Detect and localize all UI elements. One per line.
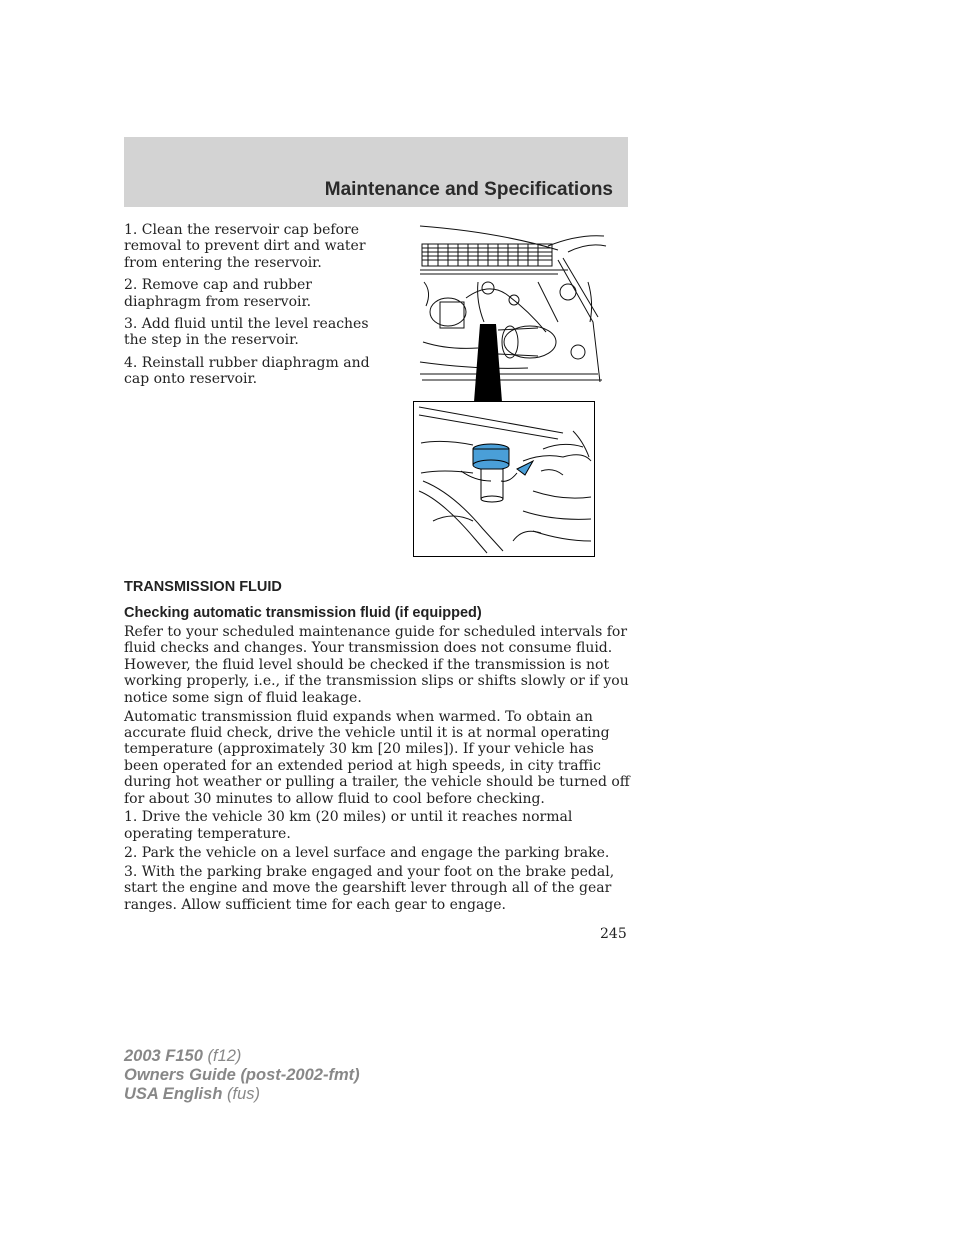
footer-guide: Owners Guide (post-2002-fmt)	[124, 1066, 360, 1084]
footer-line-language	[124, 1085, 360, 1104]
reservoir-step: 3. Add fluid until the level reaches the step in the reservoir.	[124, 316, 369, 349]
footer-line-model	[124, 1047, 360, 1066]
paragraph: 3. With the parking brake engaged and your foot on the brake pedal, start the engine and move the gearshift lever through all of the gear ranges. Allow sufficient time for each gear to engage.	[124, 863, 615, 913]
page-number: 245	[600, 926, 627, 942]
footer	[124, 1047, 360, 1104]
paragraph: Refer to your scheduled maintenance guide for scheduled intervals for fluid checks and changes. Your transmission does not consume fluid. However, the fluid level should be checked if the transmission is not working properly, i.e., if the transmission slips or shifts slowly or if you notice some sign of fluid leakage.	[124, 624, 629, 706]
reservoir-steps	[124, 222, 374, 394]
footer-language: USA English	[124, 1085, 223, 1103]
reservoir-cap-detail-illustration	[413, 401, 595, 557]
footer-language-code: (fus)	[227, 1085, 260, 1103]
footer-model-code: (f12)	[207, 1047, 242, 1065]
page-title: Maintenance and Specifications	[324, 179, 613, 200]
reservoir-step: 2. Remove cap and rubber diaphragm from reservoir.	[124, 277, 312, 310]
paragraph: 1. Drive the vehicle 30 km (20 miles) or until it reaches normal operating temperature.	[124, 809, 573, 842]
section-heading: TRANSMISSION FLUID	[124, 579, 282, 595]
footer-model: 2003 F150	[124, 1047, 203, 1065]
paragraph: 2. Park the vehicle on a level surface and engage the parking brake.	[124, 844, 610, 861]
reservoir-step: 4. Reinstall rubber diaphragm and cap onto reservoir.	[124, 354, 370, 388]
engine-compartment-illustration	[418, 222, 608, 402]
reservoir-step: 1. Clean the reservoir cap before removal to prevent dirt and water from entering the reservoir.	[124, 222, 366, 271]
paragraph: Automatic transmission fluid expands when warmed. To obtain an accurate fluid check, drive the vehicle until it is at normal operating temperature (approximately 30 km [20 miles]). If your vehicle has been operated for an extended period at high speeds, in city traffic during hot weather or pulling a trailer, the vehicle should be turned off for about 30 minutes to allow fluid to cool before checking.	[124, 708, 630, 807]
header-band	[124, 137, 628, 207]
body-text	[124, 624, 630, 915]
subsection-heading: Checking automatic transmission fluid (if equipped)	[124, 605, 482, 621]
footer-line-guide	[124, 1066, 360, 1085]
